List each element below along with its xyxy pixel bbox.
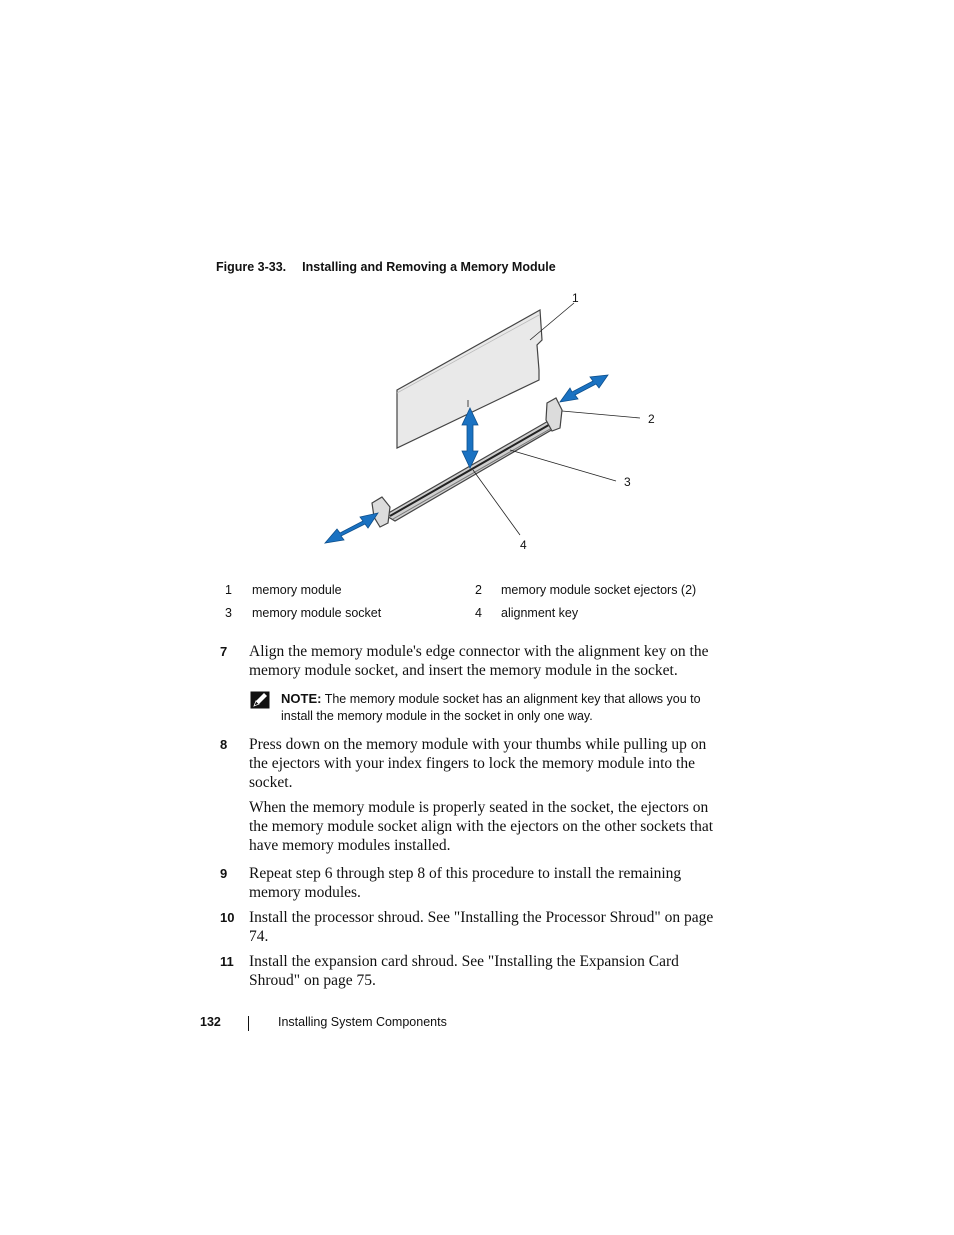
figure-title: Installing and Removing a Memory Module bbox=[302, 260, 556, 274]
step-8-paragraph: When the memory module is properly seated in the socket, the ejectors on the memory module socket align with the ejectors on the other sockets that have memory modules installed. bbox=[249, 799, 714, 854]
legend-text: memory module bbox=[252, 583, 342, 597]
note-text: The memory module socket has an alignment key that allows you to install the memory module in the socket in only one way. bbox=[281, 692, 701, 723]
page-number: 132 bbox=[200, 1015, 221, 1029]
step-number: 8 bbox=[220, 737, 228, 752]
callout-1: 1 bbox=[572, 291, 579, 305]
callout-2: 2 bbox=[648, 412, 655, 426]
vertical-arrow bbox=[462, 408, 478, 468]
legend-row bbox=[225, 606, 725, 629]
step-7 bbox=[220, 642, 715, 680]
upper-right-arrow bbox=[560, 375, 608, 402]
left-ejector bbox=[372, 497, 390, 527]
note-pencil-icon bbox=[250, 691, 270, 709]
legend-text: alignment key bbox=[501, 606, 579, 620]
step-text: Install the expansion card shroud. See "Installing the Expansion Card Shroud" on page 75. bbox=[249, 953, 679, 989]
step-8 bbox=[220, 735, 715, 792]
step-9 bbox=[220, 864, 715, 902]
legend-num: 2 bbox=[475, 583, 482, 597]
legend-row bbox=[225, 583, 725, 606]
procedure-steps bbox=[220, 642, 715, 990]
callout-3: 3 bbox=[624, 475, 631, 489]
figure-number: Figure 3-33. bbox=[216, 260, 287, 274]
footer-divider bbox=[248, 1016, 249, 1031]
step-text: Press down on the memory module with your thumbs while pulling up on the ejectors with your index fingers to lock the memory module into the socket. bbox=[249, 736, 707, 791]
legend-num: 4 bbox=[475, 606, 482, 620]
footer-section-title: Installing System Components bbox=[278, 1015, 447, 1029]
note-box bbox=[220, 690, 715, 725]
step-text: Align the memory module's edge connector with the alignment key on the memory module socket, and insert the memory module in the socket. bbox=[249, 643, 709, 679]
step-number: 10 bbox=[220, 910, 235, 925]
legend-num: 1 bbox=[225, 583, 232, 597]
figure-caption bbox=[216, 260, 556, 274]
memory-module-diagram bbox=[310, 285, 670, 560]
legend-text: memory module socket ejectors (2) bbox=[501, 583, 697, 597]
step-text: Install the processor shroud. See "Installing the Processor Shroud" on page 74. bbox=[249, 909, 714, 945]
step-text: Repeat step 6 through step 8 of this procedure to install the remaining memory modules. bbox=[249, 865, 682, 901]
legend-num: 3 bbox=[225, 606, 232, 620]
step-11 bbox=[220, 952, 715, 990]
callout-4: 4 bbox=[520, 538, 527, 552]
step-number: 9 bbox=[220, 866, 228, 881]
note-label: NOTE: bbox=[281, 691, 322, 706]
lower-left-arrow bbox=[325, 513, 378, 543]
step-number: 7 bbox=[220, 644, 228, 659]
memory-module-illustration bbox=[310, 285, 670, 560]
step-10 bbox=[220, 908, 715, 946]
step-number: 11 bbox=[220, 954, 234, 969]
legend-text: memory module socket bbox=[252, 606, 382, 620]
figure-legend bbox=[225, 583, 725, 629]
